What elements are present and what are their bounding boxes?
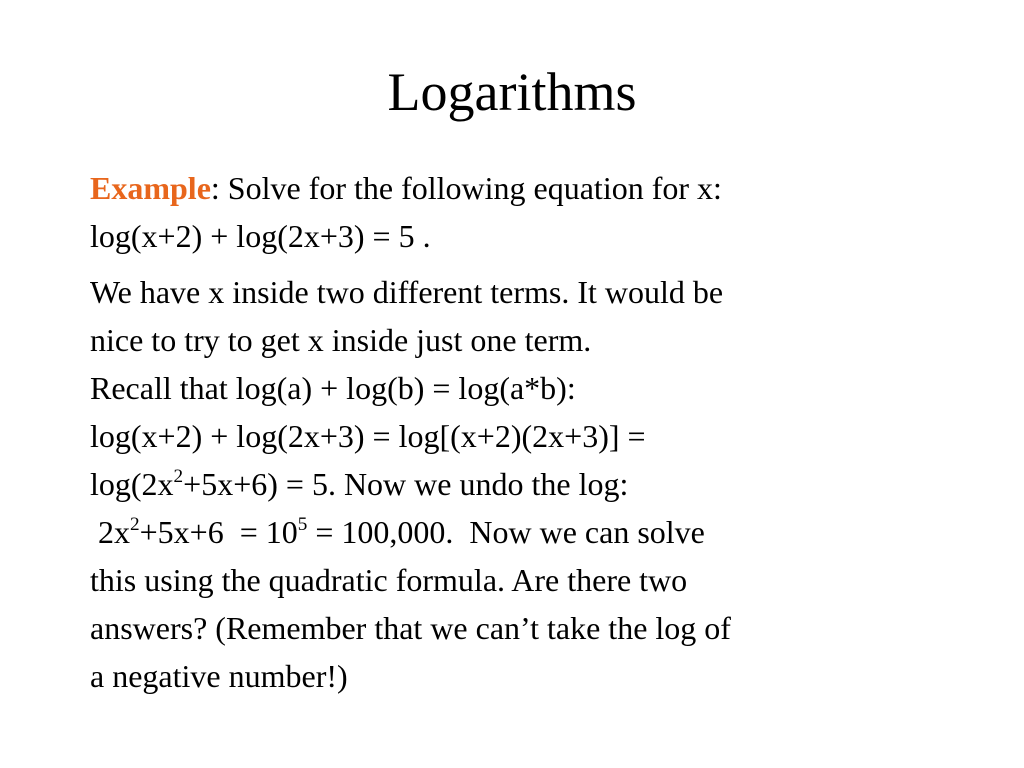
explanation-line-1: We have x inside two different terms. It would be bbox=[90, 274, 724, 310]
line6-superscript-2: 5 bbox=[297, 514, 308, 536]
line6-mid: +5x+6 = 10 bbox=[139, 514, 298, 550]
explanation-paragraph bbox=[90, 268, 970, 700]
example-label: Example bbox=[90, 170, 211, 206]
explanation-line-3: Recall that log(a) + log(b) = log(a*b): bbox=[90, 370, 576, 406]
line6-pre: 2x bbox=[90, 514, 130, 550]
slide-title: Logarithms bbox=[387, 62, 637, 122]
explanation-line-4: log(x+2) + log(2x+3) = log[(x+2)(2x+3)] = bbox=[90, 418, 646, 454]
line6-superscript-1: 2 bbox=[130, 514, 140, 536]
explanation-line-6 bbox=[90, 508, 970, 556]
example-equation: log(x+2) + log(2x+3) = 5 . bbox=[90, 218, 431, 254]
example-paragraph bbox=[90, 164, 970, 260]
line6-post: = 100,000. Now we can solve bbox=[307, 514, 705, 550]
line5-post: +5x+6) = 5. Now we undo the log: bbox=[183, 466, 629, 502]
example-prompt: : Solve for the following equation for x: bbox=[210, 170, 722, 206]
explanation-line-8: answers? (Remember that we can’t take the log of bbox=[90, 610, 731, 646]
line5-pre: log(2x bbox=[90, 466, 174, 502]
line5-superscript: 2 bbox=[173, 466, 184, 488]
explanation-line-5 bbox=[90, 460, 970, 508]
example-line-1 bbox=[90, 164, 970, 212]
explanation-line-9: a negative number!) bbox=[90, 658, 348, 694]
slide-body bbox=[90, 164, 970, 700]
explanation-line-7: this using the quadratic formula. Are there two bbox=[90, 562, 688, 598]
explanation-line-2: nice to try to get x inside just one term. bbox=[90, 322, 592, 358]
